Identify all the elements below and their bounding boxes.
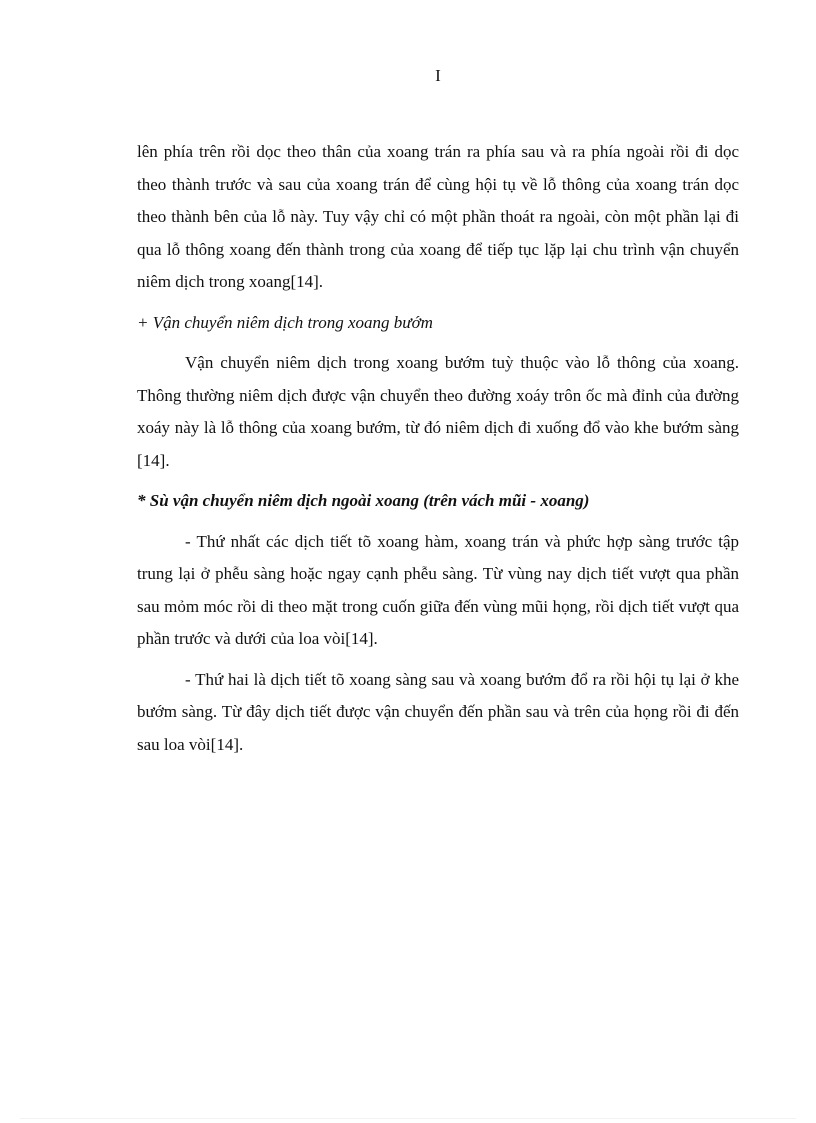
page-bottom-divider (20, 1118, 796, 1119)
paragraph-sphenoid-sinus: Vận chuyển niêm dịch trong xoang bướm tuỳ thuộc vào lỗ thông của xoang. Thông thường niêm dịch được vận chuyển theo đường xoáy trôn ốc mà đỉnh của đường xoáy này là lỗ thông của xoang bướm, từ đó niêm dịch đi xuống đổ vào khe bướm sàng [14]. (137, 353, 739, 470)
heading-sphenoid-sinus: + Vận chuyển niêm dịch trong xoang bướm (137, 312, 433, 332)
paragraph-frontal-sinus: lên phía trên rồi dọc theo thân của xoang trán ra phía sau và ra phía ngoài rồi đi dọc theo thành trước và sau của xoang trán để cùng hội tụ về lỗ thông của xoang trán dọc theo thành bên của lỗ này. Tuy vậy chỉ có một phần thoát ra ngoài, còn một phần lại đi qua lỗ thông xoang đến thành trong của xoang để tiếp tục lặp lại chu trình vận chuyển niêm dịch trong xoang[14]. (137, 142, 739, 291)
paragraph-first-pathway: - Thứ nhất các dịch tiết tõ xoang hàm, xoang trán và phức hợp sàng trước tập trung lại ở phễu sàng hoặc ngay cạnh phễu sàng. Từ vùng nay dịch tiết vượt qua phần sau mỏm móc rồi di theo mặt trong cuốn giữa đến vùng mũi họng, rồi dịch tiết vượt qua phần trước và dưới của loa vòi[14]. (137, 531, 739, 648)
document-body (137, 136, 739, 761)
paragraph-second-pathway: - Thứ hai là dịch tiết tõ xoang sàng sau và xoang bướm đổ ra rồi hội tụ lại ở khe bướm sàng. Từ đây dịch tiết được vận chuyển đến phần sau và trên của họng rồi đi đến sau loa vòi[14]. (137, 669, 739, 754)
page-number: I (435, 66, 441, 85)
heading-outside-sinus: * Sù vận chuyển niêm dịch ngoài xoang (trên vách mũi - xoang) (137, 491, 590, 510)
